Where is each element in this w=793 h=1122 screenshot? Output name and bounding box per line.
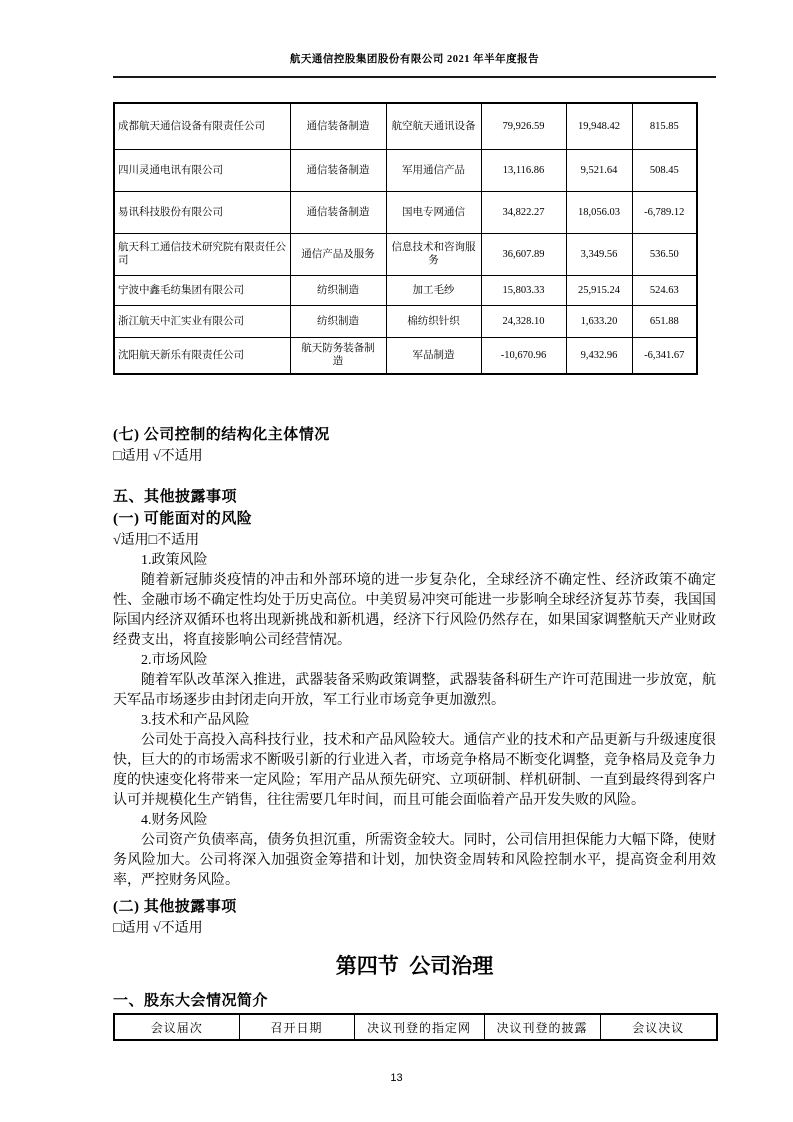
section7-heading: (七) 公司控制的结构化主体情况 [113,427,330,443]
table-row [114,337,697,374]
table-header-cell: 会议届次 [114,1014,239,1040]
table-cell: 25,915.24 [566,275,632,305]
table-cell: 通信产品及服务 [290,233,386,275]
table-cell: 18,056.03 [566,191,632,233]
table-header-cell: 决议刊登的披露 [484,1014,600,1040]
table-cell: 纺织制造 [290,275,386,305]
table-row [114,1014,717,1040]
table-cell: 36,607.89 [481,233,566,275]
table-cell: 航天防务装备制造 [290,337,386,374]
table-cell: 加工毛纱 [386,275,481,305]
table-cell: -6,789.12 [632,191,697,233]
table-cell: 536.50 [632,233,697,275]
table-cell: 815.85 [632,103,697,149]
table-row [114,103,697,149]
table-cell: -6,341.67 [632,337,697,374]
table-cell: 四川灵通电讯有限公司 [114,149,290,191]
table-row [114,305,697,337]
header-rule [113,76,716,78]
section5-2-heading: (二) 其他披露事项 [113,899,237,915]
risk-title: 2.市场风险 [141,653,208,668]
table-cell: 524.63 [632,275,697,305]
table-cell: 信息技术和咨询服务 [386,233,481,275]
table-row [114,191,697,233]
risk-paragraph: 随着新冠肺炎疫情的冲击和外部环境的进一步复杂化，全球经济不确定性、经济政策不确定性、金融市场不确定性均处于历史高位。中美贸易冲突可能进一步影响全球经济复苏节奏，我国国际国内经济双循环也将出现新挑战和新机遇，经济下行风险仍然存在，如果国家调整航天产业财政经费支出，将直接影响公司经营情况。 [113,573,716,648]
section5-2-applicability: □适用 √不适用 [113,921,203,936]
table-cell: 651.88 [632,305,697,337]
table-cell: 航天科工通信技术研究院有限责任公司 [114,233,290,275]
table-row [114,275,697,305]
table-cell: 宁波中鑫毛纺集团有限公司 [114,275,290,305]
table-cell: 1,633.20 [566,305,632,337]
table-cell: 沈阳航天新乐有限责任公司 [114,337,290,374]
table-header-cell: 决议刊登的指定网 [354,1014,484,1040]
table-row [114,233,697,275]
table-cell: 24,328.10 [481,305,566,337]
section5-1-heading: (一) 可能面对的风险 [113,511,253,527]
table-cell: 军品制造 [386,337,481,374]
table-cell: 通信装备制造 [290,191,386,233]
table-cell: 通信装备制造 [290,149,386,191]
table-cell: -10,670.96 [481,337,566,374]
table-header-cell: 召开日期 [239,1014,354,1040]
risk-paragraph: 公司资产负债率高，债务负担沉重，所需资金较大。同时，公司信用担保能力大幅下降，使财务风险加大。公司将深入加强资金筹措和计划，加快资金周转和风险控制水平，提高资金利用效率，严控财务风险。 [113,833,716,888]
section5-heading: 五、其他披露事项 [113,489,238,505]
table-cell: 成都航天通信设备有限责任公司 [114,103,290,149]
table-cell: 9,432.96 [566,337,632,374]
risk-title: 3.技术和产品风险 [141,713,250,728]
table-row [114,149,697,191]
table-cell: 15,803.33 [481,275,566,305]
risk-paragraph: 公司处于高投入高科技行业，技术和产品风险较大。通信产业的技术和产品更新与升级速度很快，巨大的的市场需求不断吸引新的行业进入者，市场竞争格局不断变化调整，竞争格局及竞争力度的快速变化将带来一定风险；军用产品从预先研究、立项研制、样机研制、一直到最终得到客户认可并规模化生产销售，往往需要几年时间，而且可能会面临着产品开发失败的风险。 [113,733,716,808]
risk-title: 1.政策风险 [141,553,208,568]
risk-paragraph: 随着军队改革深入推进，武器装备采购政策调整，武器装备科研生产许可范围进一步放宽，航天军品市场逐步由封闭走向开放，军工行业市场竞争更加激烈。 [113,673,716,708]
table-header-cell: 会议决议 [600,1014,717,1040]
page-number: 13 [390,1072,403,1084]
table-cell: 纺织制造 [290,305,386,337]
section5-1-applicability: √适用□不适用 [113,533,200,548]
meeting-table [113,1013,718,1041]
table-cell: 508.45 [632,149,697,191]
table-cell: 易讯科技股份有限公司 [114,191,290,233]
table-cell: 棉纺织针织 [386,305,481,337]
table-cell: 13,116.86 [481,149,566,191]
table-cell: 航空航天通讯设备 [386,103,481,149]
table-cell: 3,349.56 [566,233,632,275]
table-cell: 国电专网通信 [386,191,481,233]
chapter-title: 第四节 公司治理 [335,954,494,978]
table-cell: 军用通信产品 [386,149,481,191]
table-cell: 79,926.59 [481,103,566,149]
table-cell: 19,948.42 [566,103,632,149]
table-cell: 浙江航天中汇实业有限公司 [114,305,290,337]
table-cell: 9,521.64 [566,149,632,191]
risk-block [113,531,716,891]
table-cell: 34,822.27 [481,191,566,233]
meeting-section-heading: 一、股东大会情况简介 [113,993,269,1009]
table-cell: 通信装备制造 [290,103,386,149]
section7-applicability: □适用 √不适用 [113,449,203,464]
risk-title: 4.财务风险 [141,813,208,828]
subsidiary-table [113,102,698,375]
page-title: 航天通信控股集团股份有限公司 2021 年半年度报告 [289,54,540,65]
